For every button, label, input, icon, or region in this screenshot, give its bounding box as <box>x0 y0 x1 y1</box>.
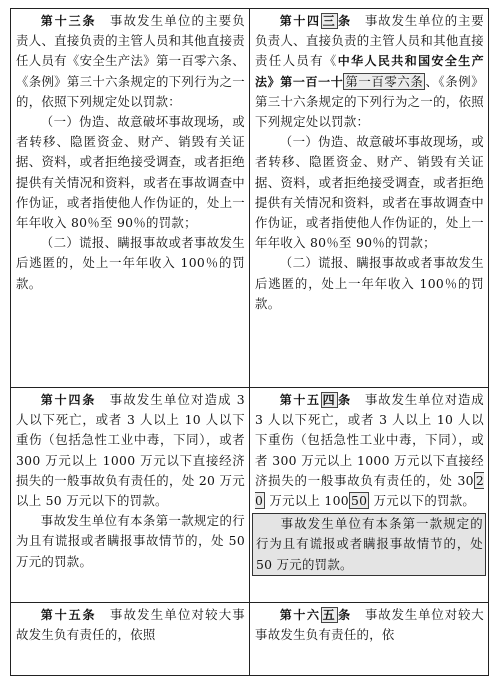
article-paragraph <box>16 11 245 112</box>
new-text-cell <box>250 9 489 388</box>
article-number: 第十三条 <box>40 14 97 28</box>
list-item: （一）伪造、故意破坏事故现场，或者转移、隐匿资金、财产、销毁有关证据、资料，或者拒绝接受调查，或者拒绝提供有关情况和资料，或者在事故调查中作伪证，或者指使他人作伪证的，处上一年年收入 80％至 90％的罚款； <box>16 114 245 231</box>
paragraph-text: 事故发生单位的主要负责人、直接负责的主管人员和其他直接责任人员有《安全生产法》第一百零六条、《条例》第三十六条规定的下列行为之一的，依照下列规定处以罚款： <box>16 13 245 109</box>
paragraph-text: 事故发生单位对造成 3 人以下死亡，或者 3 人以上 10 人以下重伤（包括急性工业中毒，下同），或者 300 万元以上 1000 万元以下直接经济损失的一般事故负有责任的，处 20 万元以上 50 万元以下的罚款。 <box>16 392 245 509</box>
deleted-text-highlight: 50 <box>350 493 368 509</box>
article-paragraph: 第十四 三 条 事故发生单位的主要负责人、直接负责的主管人员和其他直接责任人员有《中华人民共和国安全生产法》第一百一十 第一百零六条 、《条例》第三十六条规定的下列行为之一的，依照下列规定处以罚款： <box>255 13 484 130</box>
article-paragraph: 第十五 四 条 事故发生单位对造成 3 人以下死亡，或者 3 人以上 10 人以下重伤（包括急性工业中毒，下同），或者 300 万元以上 1000 万元以下直接经济损失的一般事故负有责任的，处 30 20 万元以上 100 50 万元以下的罚款。 <box>255 392 484 509</box>
deleted-paragraph-highlight: 事故发生单位有本条第一款规定的行为且有谎报或者瞒报事故情节的，处 50 万元的罚款。 <box>252 513 486 576</box>
article-number: 第十五条 <box>40 608 97 622</box>
paragraph-text: 事故发生单位对较大事故发生负有责任的，依照 <box>16 607 245 643</box>
list-item: （一）伪造、故意破坏事故现场，或者转移、隐匿资金、财产、销毁有关证据、资料，或者拒绝接受调查，或者拒绝提供有关情况和资料，或者在事故调查中作伪证，或者指使他人作伪证的，处上一年年收入 80％至 90％的罚款； <box>255 134 484 251</box>
new-text-cell <box>250 603 489 676</box>
table-row <box>11 9 489 388</box>
article-number: 第十四 三 条 <box>279 14 352 28</box>
article-paragraph <box>16 605 245 645</box>
new-text-cell <box>250 388 489 603</box>
article-paragraph <box>255 605 484 645</box>
article-paragraph <box>16 390 245 511</box>
deleted-text-highlight: 20 <box>255 472 484 509</box>
article-number: 第十六 五 条 <box>279 608 352 622</box>
paragraph-text: 事故发生单位有本条第一款规定的行为且有谎报或者瞒报事故情节的，处 50 万元的罚款。 <box>16 513 245 569</box>
table-row <box>11 388 489 603</box>
old-text-cell <box>11 603 250 676</box>
table-row <box>11 603 489 676</box>
deleted-text-highlight: 三 <box>322 14 337 28</box>
law-name: 中华人民共和国安全生产法 <box>255 54 484 89</box>
old-text-cell <box>11 9 250 388</box>
deleted-text-highlight: 五 <box>322 608 337 622</box>
list-item: （二）谎报、瞒报事故或者事故发生后逃匿的，处上一年年收入 100％的罚款。 <box>255 255 484 311</box>
deleted-text-highlight: 第一百零六条 <box>345 73 424 89</box>
article-number: 第十五 四 条 <box>279 393 352 407</box>
old-text-cell <box>11 388 250 603</box>
paragraph-text: 事故发生单位对较大事故发生负有责任的，依 <box>255 607 484 643</box>
deleted-text-highlight: 四 <box>322 393 337 407</box>
comparison-table <box>10 8 489 676</box>
article-number: 第十四条 <box>40 393 97 407</box>
list-item: （二）谎报、瞒报事故或者事故发生后逃匿的，处上一年年收入 100％的罚款。 <box>16 235 245 291</box>
